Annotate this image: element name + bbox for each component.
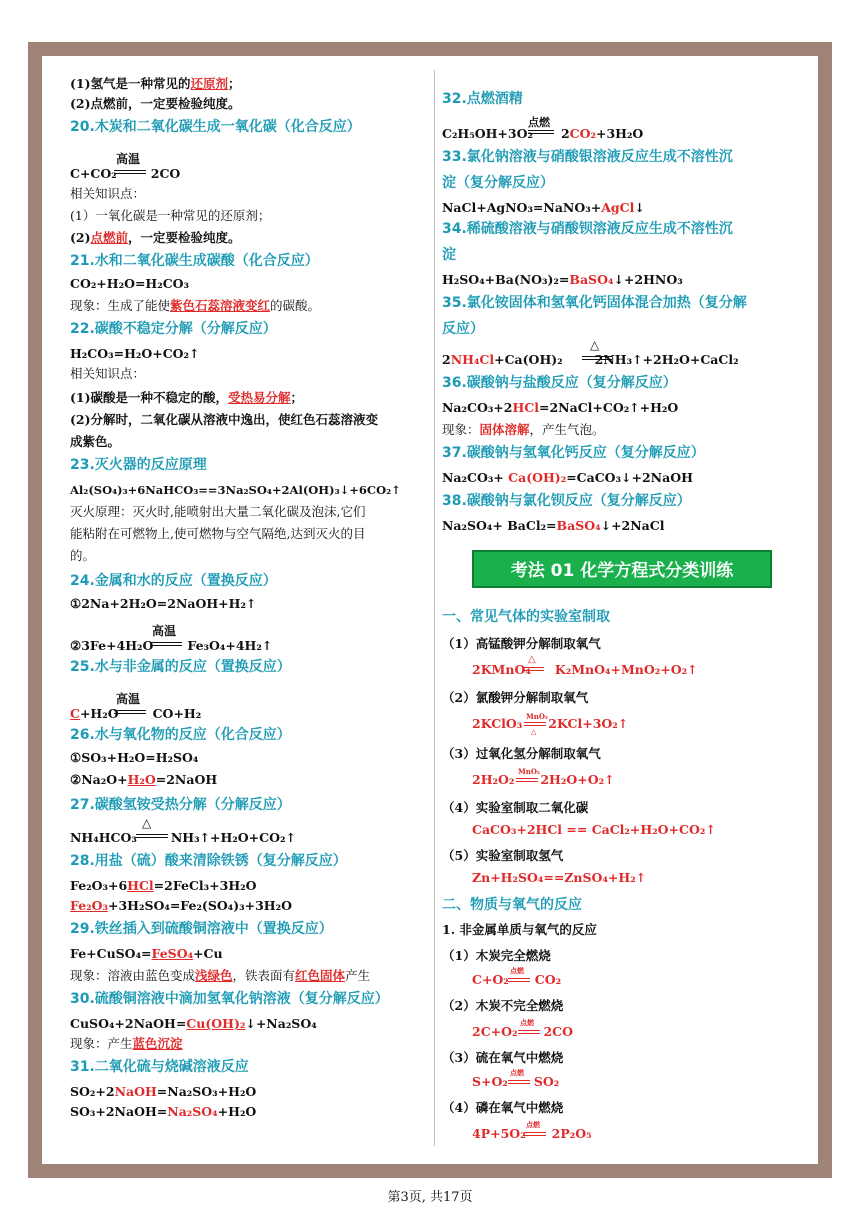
heading-35: 35.氯化铵固体和氢氧化钙固体混合加热（复分解: [442, 295, 747, 311]
heading-27: 27.碳酸氢铵受热分解（分解反应）: [70, 797, 291, 813]
question: （4）实验室制取二氧化碳: [442, 800, 589, 815]
condition-label: 高温: [116, 152, 141, 166]
heading-22: 22.碳酸不稳定分解（分解反应）: [70, 321, 277, 337]
subsection-title: 1. 非金属单质与氧气的反应: [442, 922, 597, 937]
page-number: 第3页, 共17页: [387, 1190, 473, 1205]
text-line: 能粘附在可燃物上,使可燃物与空气隔绝,达到灭火的目: [70, 526, 366, 541]
heading-34-cont: 淀: [442, 247, 456, 263]
reaction: C+O₂ CO₂: [472, 972, 562, 987]
condition-label: MnO₂: [526, 712, 549, 721]
question: （5）实验室制取氢气: [442, 848, 564, 863]
condition-label: 点燃: [528, 116, 550, 129]
equation: CuSO₄+2NaOH=Cu(OH)₂↓+Na₂SO₄: [70, 1016, 317, 1031]
reaction: 2KClO₃ 2KCl+3O₂↑: [472, 716, 629, 731]
section-banner: 考法 01 化学方程式分类训练: [472, 550, 772, 588]
condition-label: △: [590, 338, 600, 352]
heading-33-cont: 淀（复分解反应）: [442, 175, 554, 191]
text-line: (1)碳酸是一种不稳定的酸，受热易分解；: [70, 390, 304, 405]
column-divider: [434, 70, 435, 1146]
heading-30: 30.硫酸铜溶液中滴加氢氧化钠溶液（复分解反应）: [70, 991, 389, 1007]
equation: SO₃+2NaOH=Na₂SO₄+H₂O: [70, 1104, 257, 1119]
text-line: 现象：产生蓝色沉淀: [70, 1036, 183, 1051]
reaction: 2KMnO₄ K₂MnO₄+MnO₂+O₂↑: [472, 662, 698, 677]
question: （4）磷在氧气中燃烧: [442, 1100, 564, 1115]
equation: C+H₂O CO+H₂: [70, 706, 202, 721]
question: （2）木炭不完全燃烧: [442, 998, 564, 1013]
equation: Fe₂O₃+3H₂SO₄=Fe₂(SO₄)₃+3H₂O: [70, 898, 292, 913]
reaction: 2H₂O₂ 2H₂O+O₂↑: [472, 772, 615, 787]
text-line: 现象：生成了能使紫色石蕊溶液变红的碳酸。: [70, 298, 321, 313]
heading-31: 31.二氧化硫与烧碱溶液反应: [70, 1059, 249, 1075]
heading-25: 25.水与非金属的反应（置换反应）: [70, 659, 291, 675]
equals-bar: [518, 1030, 540, 1034]
condition-label: 点燃: [510, 966, 524, 975]
equation: H₂SO₄+Ba(NO₃)₂=BaSO₄↓+2HNO₃: [442, 272, 683, 287]
equation: SO₂+2NaOH=Na₂SO₃+H₂O: [70, 1084, 257, 1099]
reaction: S+O₂ SO₂: [472, 1074, 560, 1089]
equation: NaCl+AgNO₃=NaNO₃+AgCl↓: [442, 200, 645, 215]
equals-bar: [524, 722, 546, 726]
text-line: (1）一氧化碳是一种常见的还原剂；: [70, 208, 271, 223]
equation: Na₂SO₄+ BaCl₂=BaSO₄↓+2NaCl: [442, 518, 665, 533]
equation: H₂CO₃=H₂O+CO₂↑: [70, 346, 200, 361]
equation: Na₂CO₃+ Ca(OH)₂=CaCO₃↓+2NaOH: [442, 470, 693, 485]
condition-label: 高温: [152, 624, 177, 638]
equals-bar: [524, 1132, 546, 1136]
condition-label: 点燃: [510, 1068, 524, 1077]
equation: ①2Na+2H₂O=2NaOH+H₂↑: [70, 596, 257, 611]
text-line: (1)氢气是一种常见的还原剂；: [70, 76, 241, 91]
heading-33: 33.氯化钠溶液与硝酸银溶液反应生成不溶性沉: [442, 149, 733, 165]
text-line: 现象：溶液由蓝色变成浅绿色，铁表面有红色固体产生: [70, 968, 371, 983]
reaction: 4P+5O₂ 2P₂O₅: [472, 1126, 592, 1141]
heading-35-cont: 反应）: [442, 321, 484, 337]
equation: Na₂CO₃+2HCl=2NaCl+CO₂↑+H₂O: [442, 400, 679, 415]
text-line: (2)分解时，二氧化碳从溶液中逸出，使红色石蕊溶液变: [70, 412, 379, 427]
reaction: CaCO₃+2HCl == CaCl₂+H₂O+CO₂↑: [472, 822, 716, 837]
text-line: (2)点燃前，一定要检验纯度。: [70, 230, 241, 245]
equation: ②Na₂O+H₂O=2NaOH: [70, 772, 218, 787]
question: （1）高锰酸钾分解制取氧气: [442, 636, 601, 651]
page-frame: [28, 42, 832, 1178]
heading-34: 34.稀硫酸溶液与硝酸钡溶液反应生成不溶性沉: [442, 221, 733, 237]
heading-21: 21.水和二氧化碳生成碳酸（化合反应）: [70, 253, 319, 269]
equation: Fe₂O₃+6HCl=2FeCl₃+3H₂O: [70, 878, 257, 893]
equals-bar: [508, 1080, 530, 1084]
equals-bar: [516, 778, 538, 782]
question: （1）木炭完全燃烧: [442, 948, 551, 963]
text-line: (2)点燃前，一定要检验纯度。: [70, 96, 241, 111]
text-line: 相关知识点：: [70, 186, 146, 201]
content-card: [42, 56, 818, 1164]
equation: 2NH₄Cl+Ca(OH)₂ 2NH₃↑+2H₂O+CaCl₂: [442, 352, 739, 367]
text-line: 的。: [70, 548, 96, 563]
condition-label: △: [528, 654, 536, 665]
heading-24: 24.金属和水的反应（置换反应）: [70, 573, 277, 589]
equation: C₂H₅OH+3O₂ 2CO₂+3H₂O: [442, 126, 644, 141]
section-title: 二、物质与氧气的反应: [442, 897, 582, 913]
condition-label: 点燃: [526, 1120, 540, 1129]
reaction: Zn+H₂SO₄==ZnSO₄+H₂↑: [472, 870, 647, 885]
section-title: 一、常见气体的实验室制取: [442, 609, 610, 625]
text-line: 灭火原理：灭火时,能喷射出大量二氧化碳及泡沫,它们: [70, 504, 366, 519]
equation: Al₂(SO₄)₃+6NaHCO₃==3Na₂SO₄+2Al(OH)₃↓+6CO₂↑: [70, 483, 401, 497]
equation: ①SO₃+H₂O=H₂SO₄: [70, 750, 199, 765]
equation: CO₂+H₂O=H₂CO₃: [70, 276, 190, 291]
heading-23: 23.灭火器的反应原理: [70, 457, 207, 473]
equation: NH₄HCO₃ NH₃↑+H₂O+CO₂↑: [70, 830, 296, 845]
condition-label: 点燃: [520, 1018, 534, 1027]
heading-37: 37.碳酸钠与氢氧化钙反应（复分解反应）: [442, 445, 705, 461]
reaction: 2C+O₂ 2CO: [472, 1024, 574, 1039]
question: （3）硫在氧气中燃烧: [442, 1050, 564, 1065]
heading-36: 36.碳酸钠与盐酸反应（复分解反应）: [442, 375, 677, 391]
heading-38: 38.碳酸钠与氯化钡反应（复分解反应）: [442, 493, 691, 509]
equals-bar: [524, 667, 544, 671]
text-line: 相关知识点：: [70, 366, 146, 381]
question: （2）氯酸钾分解制取氧气: [442, 690, 589, 705]
equation: C+CO₂ 2CO: [70, 166, 181, 181]
equation: Fe+CuSO₄=FeSO₄+Cu: [70, 946, 223, 961]
text-line: 成紫色。: [70, 434, 121, 449]
heading-28: 28.用盐（硫）酸来清除铁锈（复分解反应）: [70, 853, 347, 869]
equals-bar: [508, 978, 530, 982]
question: （3）过氧化氢分解制取氧气: [442, 746, 601, 761]
condition-label: △: [142, 816, 152, 830]
condition-label: 高温: [116, 692, 141, 706]
condition-label: MnO₂: [518, 767, 541, 776]
heading-29: 29.铁丝插入到硫酸铜溶液中（置换反应）: [70, 921, 333, 937]
condition-label: △: [531, 727, 537, 736]
heading-20: 20.木炭和二氧化碳生成一氧化碳（化合反应）: [70, 119, 361, 135]
heading-32: 32.点燃酒精: [442, 91, 523, 107]
text-line: 现象：固体溶解，产生气泡。: [442, 422, 605, 437]
heading-26: 26.水与氧化物的反应（化合反应）: [70, 727, 291, 743]
equation: ②3Fe+4H₂O Fe₃O₄+4H₂↑: [70, 638, 273, 653]
